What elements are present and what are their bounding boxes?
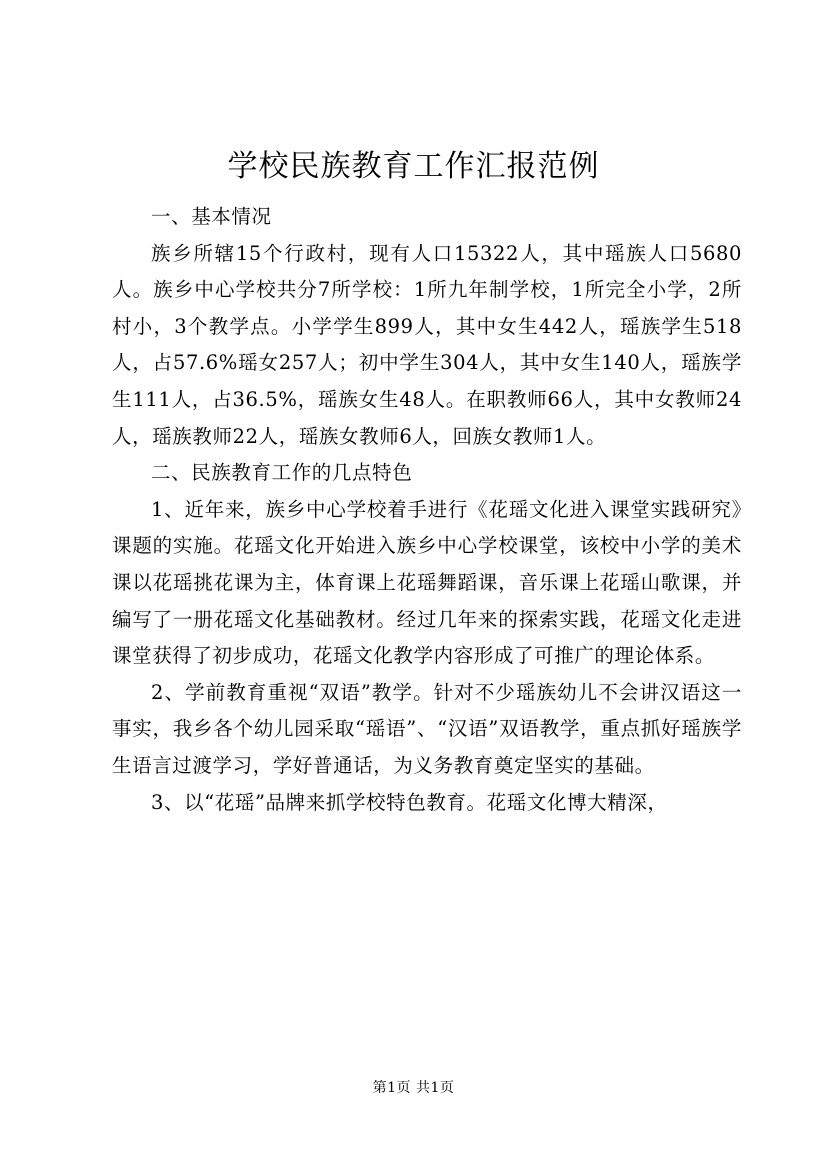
paragraph-feature-3: 3、以“花瑶”品牌来抓学校特色教育。花瑶文化博大精深， [151,790,668,814]
paragraph-feature-1: 1、近年来，族乡中心学校着手进行《花瑶文化进入课堂实践研究》课题的实施。花瑶文化开始进入族乡中心学校课堂，该校中小学的美术课以花瑶挑花课为主，体育课上花瑶舞蹈课，音乐课上花瑶山歌课，并编写了一册花瑶文化基础教材。经过几年来的探索实践，花瑶文化走进课堂获得了初步成功，花瑶文化教学内容形成了可推广的理论体系。 [112,497,742,668]
document-title: 学校民族教育工作汇报范例 [227,149,600,184]
paragraph-feature-2: 2、学前教育重视“双语”教学。针对不少瑶族幼儿不会讲汉语这一事实，我乡各个幼儿园采取“瑶语”、“汉语”双语教学，重点抓好瑶族学生语言过渡学习，学好普通话，为义务教育奠定坚实的基础。 [112,680,742,777]
section-heading-features: 二、民族教育工作的几点特色 [151,461,413,485]
paragraph-basic-info: 族乡所辖15个行政村，现有人口15322人，其中瑶族人口5680人。族乡中心学校共分7所学校：1所九年制学校，1所完全小学，2所村小，3个教学点。小学学生899人，其中女生442人，瑶族学生518人，占57.6%瑶女257人；初中学生304人，其中女生140人，瑶族学生111人，占36.5%，瑶族女生48人。在职教师66人，其中女教师24人，瑶族教师22人，瑶族女教师6人，回族女教师1人。 [112,241,742,448]
page-number-footer: 第1页 共1页 [372,1080,455,1096]
section-heading-basic-info: 一、基本情况 [151,205,272,228]
document-body [112,199,742,821]
